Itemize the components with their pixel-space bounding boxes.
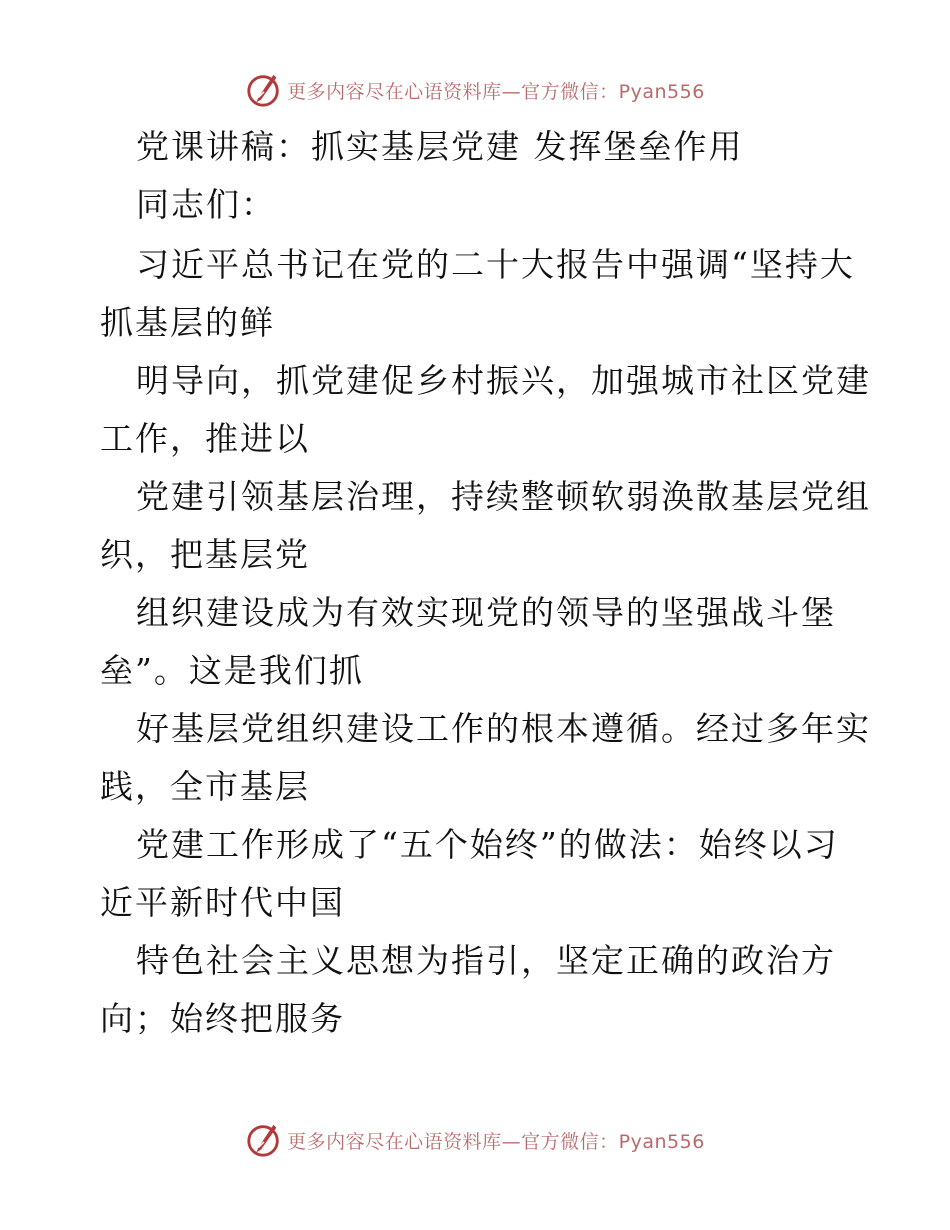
paragraph-line: 好基层党组织建设工作的根本遵循。经过多年实	[136, 709, 871, 748]
paragraph-line: 党建工作形成了“五个始终”的做法：始终以习	[136, 825, 839, 864]
paragraph-line: 践，全市基层	[100, 767, 310, 806]
paragraph-line: 明导向，抓党建促乡村振兴，加强城市社区党建	[136, 361, 871, 400]
footer-watermark	[0, 1118, 950, 1162]
paragraph-line: 抓基层的鲜	[100, 303, 275, 342]
watermark-text: 更多内容尽在心语资料库—官方微信：Pyan556	[287, 1130, 705, 1153]
quill-pen-logo-icon	[245, 71, 283, 109]
paragraph-line: 特色社会主义思想为指引，坚定正确的政治方	[136, 941, 836, 980]
header-watermark	[0, 68, 950, 112]
paragraph-line: 织，把基层党	[100, 535, 310, 574]
paragraph-line: 近平新时代中国	[100, 883, 345, 922]
paragraph-line: 党建引领基层治理，持续整顿软弱涣散基层党组	[136, 477, 871, 516]
paragraph-line: 组织建设成为有效实现党的领导的坚强战斗堡	[136, 593, 836, 632]
salutation: 同志们：	[136, 185, 276, 224]
watermark-text: 更多内容尽在心语资料库—官方微信：Pyan556	[287, 80, 705, 103]
document-title: 党课讲稿：抓实基层党建 发挥堡垒作用	[136, 127, 744, 166]
quill-pen-logo-icon	[245, 1121, 283, 1159]
paragraph-line: 工作，推进以	[100, 419, 310, 458]
paragraph-line: 向；始终把服务	[100, 999, 345, 1038]
paragraph-line: 习近平总书记在党的二十大报告中强调“坚持大	[136, 245, 855, 284]
paragraph-line: 垒”。这是我们抓	[100, 651, 364, 690]
